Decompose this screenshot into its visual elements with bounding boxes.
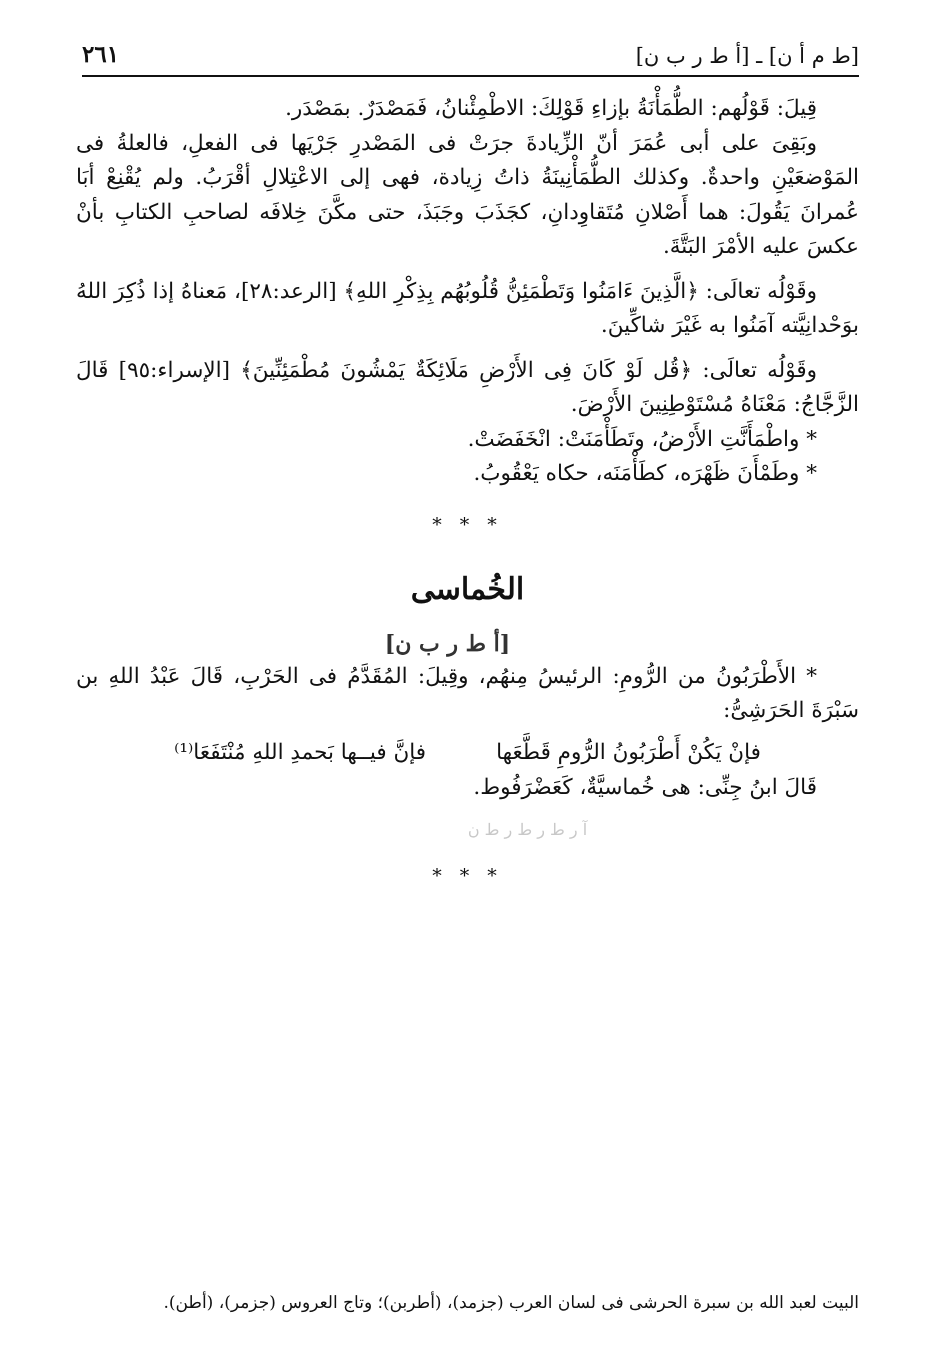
faded-bleed-through-text: آ ر ط ر ط ر ط ن <box>467 820 588 839</box>
verse-first-hemistich: فإنْ يَكُنْ أَطْرَبُونُ الرُّومِ قَطَّعَها <box>496 739 761 765</box>
paragraph-8: قَالَ ابنُ جِنِّى: هى خُماسيَّةٌ، كَعَضْرَفُوط. <box>473 774 817 800</box>
page-header <box>82 40 859 76</box>
paragraph-4: وقَوْلُه تعالَى: ﴿قُل لَوْ كَانَ فِى الأَرْضِ مَلَائِكَةٌ يَمْشُونَ مُطْمَئِنِّينَ﴾ [الإسراء:٩٥] قَالَ الزَّجَّاجُ: مَعْنَاهُ مُسْتَوْطِنِينَ الأَرْضَ. <box>76 357 859 417</box>
root-label: [أ ط ر ب ن] <box>384 630 511 657</box>
header-rule <box>82 75 859 77</box>
paragraph-7: * الأَطْرَبُونُ من الرُّومِ: الرئيسُ مِنهُم، وقِيلَ: المُقَدَّمُ فى الحَرْبِ، قَالَ عَبْدُ اللهِ بن سَبْرَةَ الحَرَشِىُّ: <box>76 663 859 723</box>
verse-second-hemistich: فإنَّ فيــها بَحمدِ اللهِ مُنْتَفَعَا⁽¹⁾ <box>174 739 427 765</box>
section-separator-2: * * * <box>432 865 503 887</box>
paragraph-1: قِيلَ: قَوْلُهم: الطُّمَأْنَةُ بإزاءِ قَوْلِكَ: الاطْمِئْنانُ، فَمَصْدَرٌ. بمَصْدَر. <box>285 96 817 121</box>
main-text <box>76 92 859 891</box>
paragraph-6: * وطَمْأَنَ ظَهْرَه، كطَأْمَنَه، حكاه يَعْقُوبُ. <box>473 461 817 486</box>
paragraph-5: * واطْمَأَنَّتِ الأَرْضُ، وتَطَأْمَنَتْ: انْخَفَضَتْ. <box>467 426 817 452</box>
footnote: البيت لعبد الله بن سبرة الحرشى فى لسان العرب (جزمد)، (أطربن)؛ وتاج العروس (جزمر)، (أطن). <box>163 1293 859 1313</box>
running-title: [ط م أ ن] ـ [أ ط ر ب ن] <box>635 44 859 68</box>
paragraph-2: وبَقِىَ على أبى عُمَرَ أنّ الزِّيادةَ جرَتْ فى المَصْدرِ جَرْيَها فى الفعلِ، فالعلةُ فى المَوْضعَيْنِ واحدةٌ. وكذلك الطُّمَأْنِينَةُ ذاتُ زِيادة، فهى إلى الاعْتِلالِ أقْرَبُ. ولم يُقْنِعْ أبَا عُمرانَ يَقُولَ: هما أَصْلانِ مُتَقاوِدانِ، كجَذَبَ وجَبَذَ، حتى مكَّنَ خِلافَه لصاحبِ الكتابِ بأنْ عكسَ عليه الأمْرَ البَتَّةَ. <box>76 130 859 259</box>
page-number: ٢٦١ <box>82 41 120 68</box>
paragraph-3: وقَوْلُه تعالَى: ﴿الَّذِينَ ءَامَنُوا وَتَطْمَئِنُّ قُلُوبُهُم بِذِكْرِ اللهِ﴾ [الرعد:٢٨]، مَعناهُ إذا ذُكِرَ اللهُ بوَحْدانِيَّته آمَنُوا به غَيْرَ شاكِّينَ. <box>76 278 859 338</box>
section-title: الخُماسى <box>410 571 525 607</box>
poetry-verse <box>76 735 859 771</box>
section-separator: * * * <box>432 513 503 536</box>
